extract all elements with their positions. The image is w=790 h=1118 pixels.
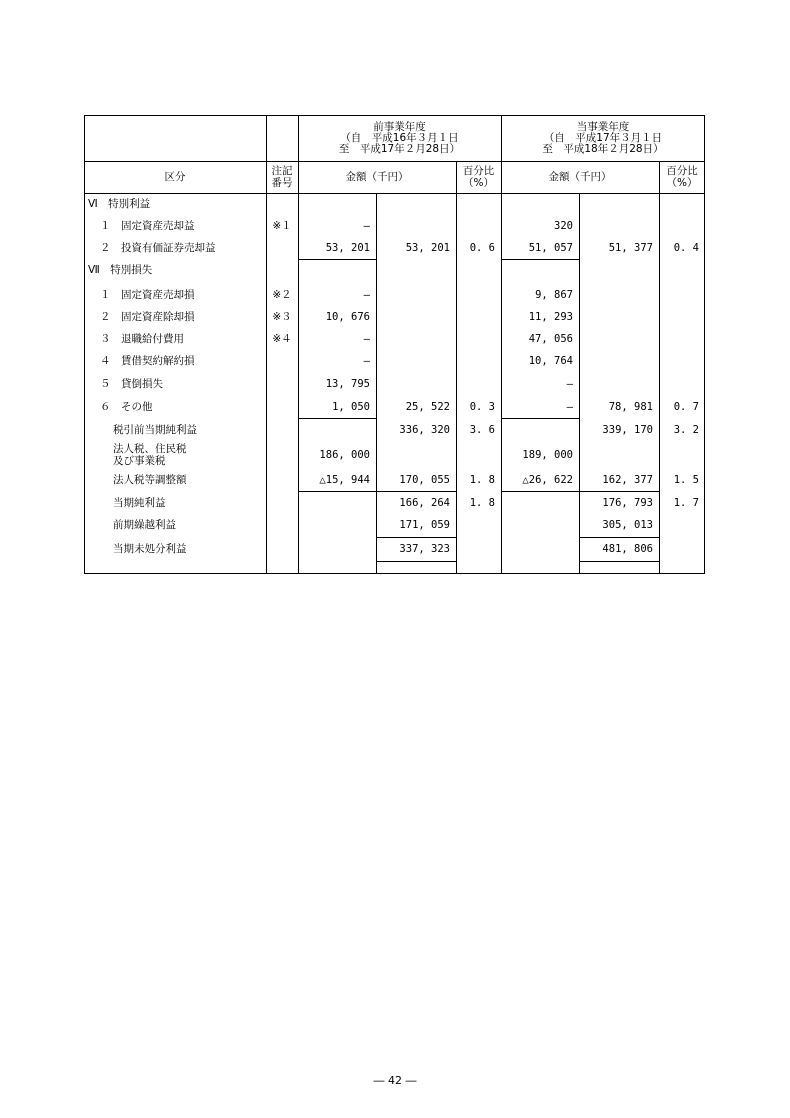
table-rule — [501, 259, 579, 260]
table-rule — [298, 259, 376, 260]
curr-percent: 0. 4 — [673, 242, 699, 254]
prev-amount: 53, 201 — [325, 242, 370, 254]
table-rule — [85, 193, 704, 194]
row-label: ４ 賃借契約解約損 — [100, 355, 195, 367]
curr-subtotal: 78, 981 — [608, 401, 653, 413]
row-label: Ⅵ 特別利益 — [88, 198, 151, 210]
prev-amount: 186, 000 — [319, 449, 370, 461]
col-pct-header: 百分比 — [462, 165, 495, 177]
prev-subtotal: 25, 522 — [405, 401, 450, 413]
prev-amount: ― — [363, 355, 370, 367]
prev-amount: 13, 795 — [325, 378, 370, 390]
curr-percent: 3. 2 — [673, 424, 699, 436]
curr-percent: 0. 7 — [673, 401, 699, 413]
prev-subtotal: 171, 059 — [399, 519, 450, 531]
prev-amount: ― — [363, 333, 370, 345]
row-note: ※１ — [272, 220, 292, 232]
col-note-header: 番号 — [271, 177, 293, 189]
row-label: ３ 退職給付費用 — [100, 333, 184, 345]
row-label: ２ 投資有価証券売却益 — [100, 242, 216, 254]
curr-subtotal: 481, 806 — [602, 543, 653, 555]
row-note: ※３ — [272, 311, 292, 323]
col-amount-header: 金額（千円） — [345, 171, 409, 183]
curr-period-to: 至 平成18年２月28日） — [542, 143, 664, 155]
prev-subtotal: 166, 264 — [399, 497, 450, 509]
row-label: 前期繰越利益 — [113, 519, 176, 531]
curr-period-from: （自 平成17年３月１日 — [543, 132, 663, 144]
curr-subtotal: 162, 377 — [602, 474, 653, 486]
curr-amount: 47, 056 — [528, 333, 573, 345]
row-label: 法人税、住民税 — [113, 443, 187, 455]
curr-percent: 1. 7 — [673, 497, 699, 509]
curr-percent: 1. 5 — [673, 474, 699, 486]
row-label: 税引前当期純利益 — [113, 424, 197, 436]
curr-subtotal: 176, 793 — [602, 497, 653, 509]
table-rule — [501, 491, 659, 492]
prev-period-title: 前事業年度 — [373, 121, 426, 133]
prev-amount: ― — [363, 220, 370, 232]
col-pct-header: 百分比 — [666, 165, 698, 177]
table-rule — [85, 161, 704, 162]
prev-amount: 10, 676 — [325, 311, 370, 323]
row-label: 当期純利益 — [113, 497, 166, 509]
row-label: １ 固定資産売却益 — [100, 220, 195, 232]
col-pct-header: （%） — [666, 177, 698, 189]
prev-amount: ― — [363, 289, 370, 301]
curr-amount: ― — [566, 401, 573, 413]
table-rule — [456, 162, 457, 573]
prev-amount: △15, 944 — [319, 474, 370, 486]
table-rule — [298, 418, 376, 419]
prev-amount: 1, 050 — [332, 401, 370, 413]
table-rule — [579, 193, 580, 573]
curr-amount: △26, 622 — [522, 474, 573, 486]
col-note-header: 注記 — [271, 165, 293, 177]
table-rule — [376, 537, 456, 538]
table-rule — [579, 561, 659, 562]
prev-percent: 1. 8 — [469, 474, 495, 486]
row-label: １ 固定資産売却損 — [100, 289, 195, 301]
curr-amount: 11, 293 — [528, 311, 573, 323]
curr-subtotal: 305, 013 — [602, 519, 653, 531]
col-amount-header: 金額（千円） — [548, 171, 612, 183]
col-pct-header: （%） — [463, 177, 494, 189]
table-rule — [579, 537, 659, 538]
curr-subtotal: 339, 170 — [602, 424, 653, 436]
row-label: ２ 固定資産除却損 — [100, 311, 195, 323]
curr-period-title: 当事業年度 — [576, 121, 630, 133]
curr-subtotal: 51, 377 — [608, 242, 653, 254]
prev-subtotal: 336, 320 — [399, 424, 450, 436]
table-rule — [659, 162, 660, 573]
prev-subtotal: 170, 055 — [399, 474, 450, 486]
page-number: ― 42 ― — [373, 1074, 417, 1087]
row-note: ※４ — [272, 333, 292, 345]
curr-amount: 51, 057 — [528, 242, 573, 254]
curr-amount: 9, 867 — [535, 289, 573, 301]
prev-percent: 1. 8 — [469, 497, 495, 509]
prev-subtotal: 337, 323 — [399, 543, 450, 555]
prev-subtotal: 53, 201 — [405, 242, 450, 254]
curr-amount: ― — [566, 378, 573, 390]
row-label: Ⅶ 特別損失 — [88, 264, 153, 276]
row-label: 法人税等調整額 — [113, 474, 187, 486]
table-rule — [298, 491, 456, 492]
prev-percent: 0. 3 — [469, 401, 495, 413]
row-label: 及び事業税 — [113, 455, 166, 467]
curr-amount: 10, 764 — [528, 355, 573, 367]
table-rule — [501, 418, 579, 419]
prev-period-to: 至 平成17年２月28日） — [338, 143, 461, 155]
income-statement-table — [84, 115, 705, 574]
col-kubun-header: 区分 — [164, 171, 186, 183]
curr-amount: 189, 000 — [522, 449, 573, 461]
row-note: ※２ — [272, 289, 292, 301]
row-label: 当期未処分利益 — [113, 543, 187, 555]
table-rule — [376, 193, 377, 573]
row-label: ５ 貸倒損失 — [100, 378, 163, 390]
curr-amount: 320 — [554, 220, 573, 232]
table-rule — [376, 561, 456, 562]
prev-percent: 3. 6 — [469, 424, 495, 436]
prev-percent: 0. 6 — [469, 242, 495, 254]
prev-period-from: （自 平成16年３月１日 — [340, 132, 459, 144]
row-label: ６ その他 — [100, 401, 153, 413]
